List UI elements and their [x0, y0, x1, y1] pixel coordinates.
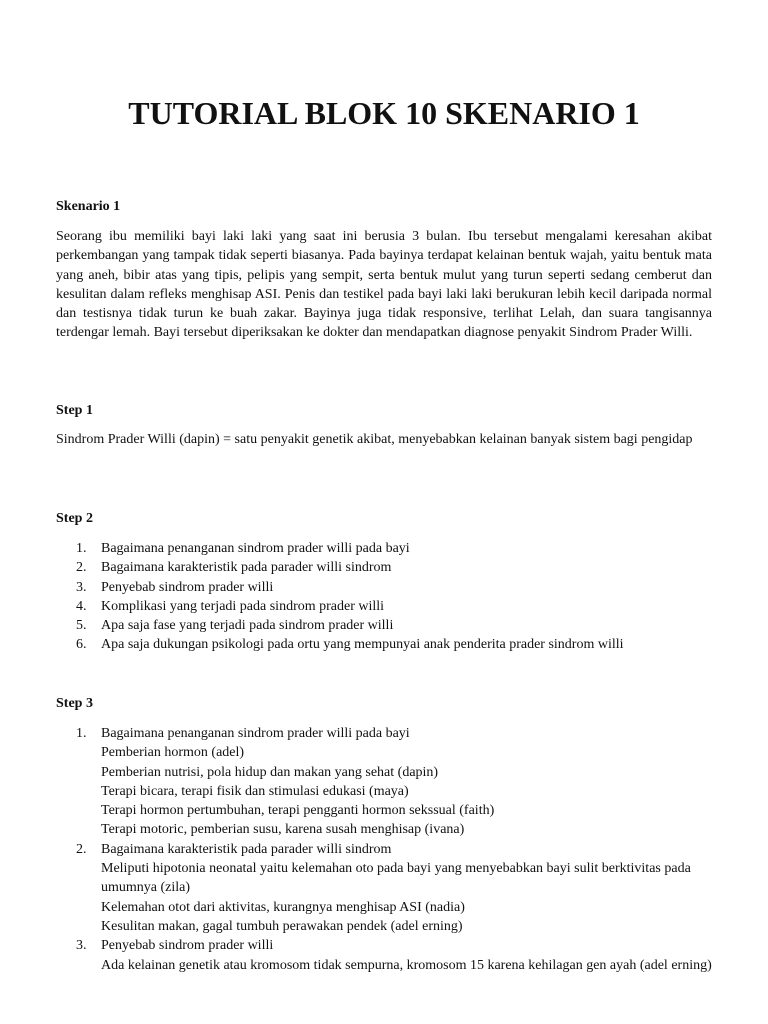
- skenario-text: Seorang ibu memiliki bayi laki laki yang saat ini berusia 3 bulan. Ibu tersebut mengalami keresahan akibat perkembangan yang tampak tidak seperti biasanya. Pada bayinya terdapat kelainan bentuk wajah, yaitu bentuk mata yang aneh, bibir atas yang tipis, pelipis yang sempit, serta bentuk mulut yang turun seperti sedang cemberut dan kesulitan dalam refleks menghisap ASI. Penis dan testikel pada bayi laki laki berukuran lebih kecil daripada normal dan testisnya tidak turun ke buah zakar. Bayinya juga tidak responsive, terlihat Lelah, dan suara tangisannya terdengar lemah. Bayi tersebut diperiksakan ke dokter dan mendapatkan diagnose penyakit Sindrom Prader Willi.: [56, 229, 712, 341]
- item-number: 2.: [76, 841, 87, 857]
- list-item: [56, 724, 712, 840]
- item-question: Penyebab sindrom prader willi: [101, 938, 274, 954]
- document-title: TUTORIAL BLOK 10 SKENARIO 1: [128, 95, 640, 131]
- item-number: 4.: [76, 598, 87, 614]
- list-item: [56, 597, 712, 616]
- list-item: [56, 616, 712, 635]
- step1-text: Sindrom Prader Willi (dapin) = satu penyakit genetik akibat, menyebabkan kelainan banyak sistem bagi pengidap: [56, 432, 693, 447]
- skenario-heading: Skenario 1: [56, 199, 121, 214]
- item-text: Apa saja fase yang terjadi pada sindrom prader willi: [101, 618, 394, 634]
- list-item: [56, 635, 712, 654]
- list-item: [56, 539, 712, 558]
- item-text: Komplikasi yang terjadi pada sindrom prader willi: [101, 598, 385, 614]
- item-answer: Pemberian hormon (adel): [101, 745, 245, 761]
- item-text: Apa saja dukungan psikologi pada ortu yang mempunyai anak penderita prader sindrom willi: [101, 637, 624, 653]
- step3-list: [56, 724, 712, 975]
- item-answer: Kesulitan makan, gagal tumbuh perawakan pendek (adel erning): [101, 918, 463, 934]
- item-number: 3.: [76, 579, 87, 595]
- item-text: Penyebab sindrom prader willi: [101, 579, 274, 595]
- item-answer: Terapi hormon pertumbuhan, terapi pengganti hormon sekssual (faith): [101, 803, 495, 819]
- step2-list: [56, 539, 712, 655]
- list-item: [56, 558, 712, 577]
- item-question: Bagaimana karakteristik pada parader willi sindrom: [101, 841, 392, 857]
- item-number: 5.: [76, 618, 87, 634]
- list-item: [56, 936, 712, 975]
- item-number: 1.: [76, 541, 87, 556]
- step1-heading: Step 1: [56, 403, 93, 418]
- item-answer: Pemberian nutrisi, pola hidup dan makan yang sehat (dapin): [101, 764, 439, 780]
- item-answer: Terapi bicara, terapi fisik dan stimulasi edukasi (maya): [101, 783, 409, 799]
- item-answer: Meliputi hipotonia neonatal yaitu kelemahan oto pada bayi yang menyebabkan bayi sulit berktivitas pada umumnya (zila): [101, 861, 691, 896]
- list-item: [56, 840, 712, 936]
- list-item: [56, 578, 712, 597]
- item-number: 1.: [76, 726, 87, 741]
- item-answer: Terapi motoric, pemberian susu, karena susah menghisap (ivana): [101, 822, 465, 838]
- item-number: 2.: [76, 560, 87, 576]
- step2-heading: Step 2: [56, 511, 93, 526]
- step3-heading: Step 3: [56, 696, 93, 711]
- item-answer: Ada kelainan genetik atau kromosom tidak sempurna, kromosom 15 karena kehilagan gen ayah (adel erning): [101, 957, 712, 973]
- item-number: 3.: [76, 938, 87, 954]
- item-answer: Kelemahan otot dari aktivitas, kurangnya menghisap ASI (nadia): [101, 899, 465, 915]
- item-question: Bagaimana penanganan sindrom prader willi pada bayi: [101, 726, 410, 741]
- item-text: Bagaimana karakteristik pada parader willi sindrom: [101, 560, 392, 576]
- item-text: Bagaimana penanganan sindrom prader willi pada bayi: [101, 541, 410, 556]
- item-number: 6.: [76, 637, 87, 653]
